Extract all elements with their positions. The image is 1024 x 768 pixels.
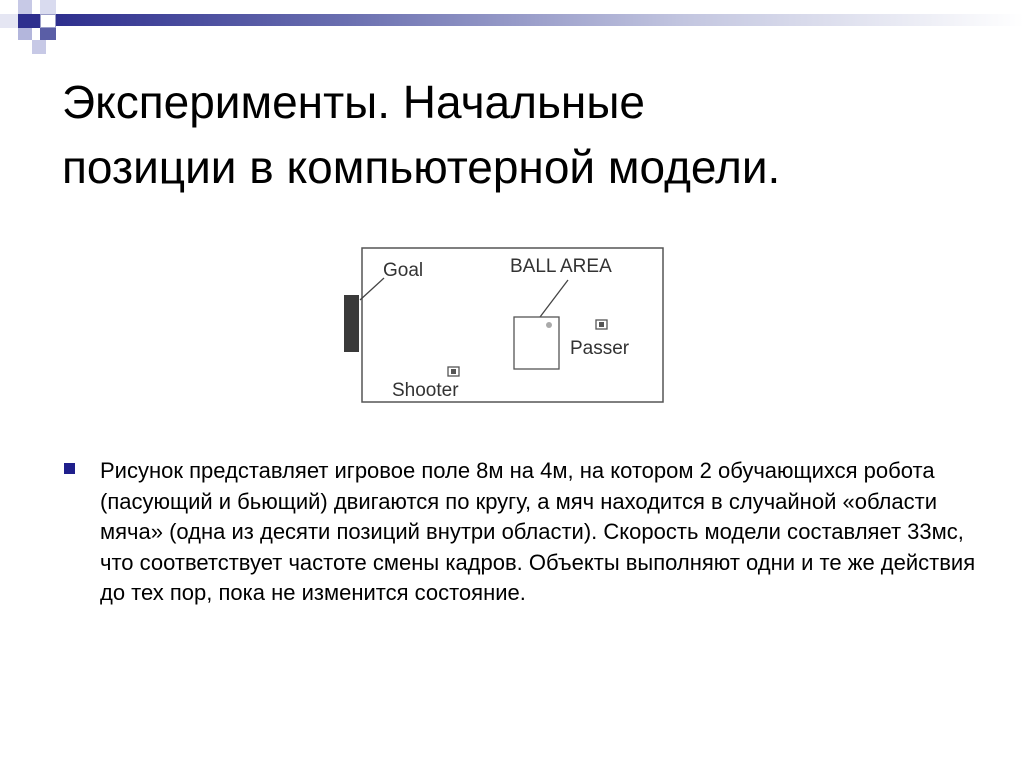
gradient-band [56, 14, 1024, 26]
bullet-text: Рисунок представляет игровое поле 8м на 4м, на котором 2 обучающихся робота (пасующий и бьющий) двигаются по кругу, а мяч находится в случайной «области мяча» (одна из десяти позиций внутри области). Скорость модели составляет 33мс, что соответствует частоте смены кадров. Объекты выполняют одни и те же действия до тех пор, пока не изменится состояние. [100, 458, 976, 605]
field-diagram-svg [340, 242, 670, 410]
ball-area-label: BALL AREA [510, 256, 612, 277]
ball-area-box [514, 317, 559, 369]
slide-title-line-2: позиции в компьютерной модели. [62, 141, 781, 193]
shooter-label: Shooter [392, 380, 459, 401]
field-diagram [340, 242, 670, 410]
goal-shape [344, 295, 359, 352]
decorative-header [0, 0, 1024, 60]
deco-square [40, 14, 56, 28]
passer-label: Passer [570, 338, 630, 359]
deco-square [0, 14, 18, 28]
ball-icon [546, 322, 552, 328]
deco-square [32, 40, 46, 54]
deco-square [40, 28, 56, 40]
slide-title [62, 70, 982, 200]
bullet-square-icon [64, 463, 75, 474]
bullet-list [62, 456, 982, 609]
goal-label: Goal [383, 260, 424, 281]
slide-title-line-1: Эксперименты. Начальные [62, 76, 645, 128]
deco-square [18, 0, 32, 14]
deco-square [18, 14, 40, 28]
deco-square [40, 0, 56, 14]
shooter-robot-core [451, 369, 456, 374]
deco-square [18, 28, 32, 40]
passer-robot-core [599, 322, 604, 327]
